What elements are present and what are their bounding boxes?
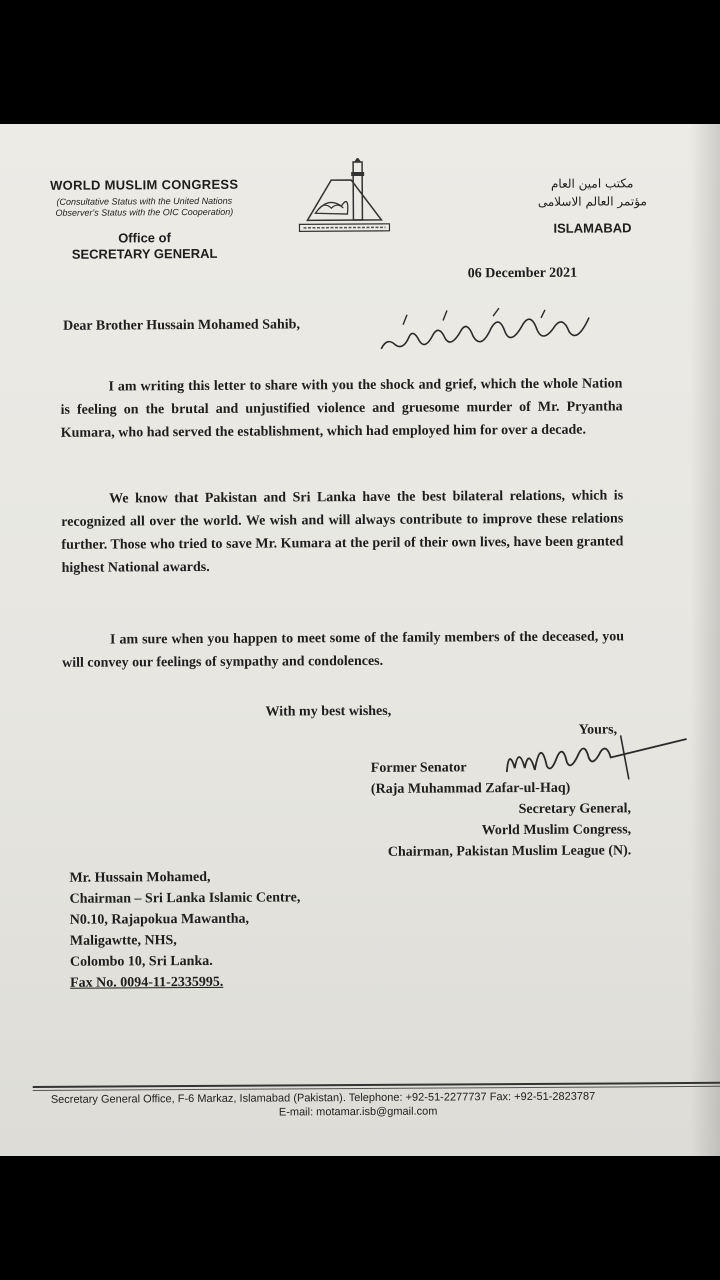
recipient-fax: Fax No. 0094-11-2335995. xyxy=(70,974,224,991)
org-status-line1: (Consultative Status with the United Nations xyxy=(56,195,233,207)
office-title xyxy=(19,230,269,264)
letterhead-left xyxy=(19,177,270,264)
closing-yours: Yours, xyxy=(578,722,618,738)
recipient-line-3: N0.10, Rajapokua Mawantha, xyxy=(69,911,250,928)
signatory-role-2: World Muslim Congress, xyxy=(481,822,632,839)
body-paragraph-3: I am sure when you happen to meet some of the family members of the deceased, you will convey our feelings of sympathy and condolences. xyxy=(62,629,625,671)
urdu-line2: مؤتمر العالم الاسلامی xyxy=(537,194,647,209)
office-line1: Office of xyxy=(118,230,171,246)
recipient-line-4: Maligawtte, NHS, xyxy=(69,933,177,949)
urdu-line1: مکتب امین العام xyxy=(550,176,634,191)
footer-email: E-mail: motamar.isb@gmail.com xyxy=(278,1105,438,1119)
signatory-name: (Raja Muhammad Zafar-ul-Haq) xyxy=(370,780,571,797)
recipient-address xyxy=(69,866,301,993)
city-name: ISLAMABAD xyxy=(553,220,632,236)
signatory-roles xyxy=(388,798,632,862)
minaret-emblem-icon xyxy=(297,158,391,239)
letter-date: 06 December 2021 xyxy=(467,265,578,282)
body-paragraph-2: We know that Pakistan and Sri Lanka have the best bilateral relations, which is recognized all over the world. We wish and will always contribute to improve these relations further. Those who tried to save Mr. Kumara at the peril of their own lives, have been granted highest National awards. xyxy=(61,488,624,576)
signatory-title: Former Senator xyxy=(370,760,467,776)
letter-photo xyxy=(0,124,720,1156)
body-paragraph-1: I am writing this letter to share with you the shock and grief, which the whole Nation is feeling on the brutal and unjustified violence and gruesome murder of Mr. Pryantha Kumara, who had served the establishment, which had employed him for over a decade. xyxy=(60,376,623,441)
handwritten-greeting-icon xyxy=(373,306,598,357)
letter-footer xyxy=(51,1090,711,1120)
org-status xyxy=(19,196,269,220)
letter-page xyxy=(0,124,720,1156)
office-line2: SECRETARY GENERAL xyxy=(71,245,218,262)
org-name: WORLD MUSLIM CONGRESS xyxy=(50,176,239,193)
footer-address: Secretary General Office, F-6 Markaz, Islamabad (Pakistan). Telephone: +92-51-2277737 Fax: +92-51-2823787 xyxy=(50,1090,596,1106)
recipient-line-5: Colombo 10, Sri Lanka. xyxy=(69,953,213,970)
letterhead-right xyxy=(517,174,667,236)
org-status-line2: Observer's Status with the OIC Cooperation) xyxy=(55,206,234,218)
recipient-line-2: Chairman – Sri Lanka Islamic Centre, xyxy=(69,890,301,907)
salutation: Dear Brother Hussain Mohamed Sahib, xyxy=(63,317,300,334)
recipient-line-1: Mr. Hussain Mohamed, xyxy=(69,869,211,886)
closing-wishes: With my best wishes, xyxy=(265,703,392,720)
signatory-role-3: Chairman, Pakistan Muslim League (N). xyxy=(387,843,632,860)
signatory-role-1: Secretary General, xyxy=(518,801,632,818)
